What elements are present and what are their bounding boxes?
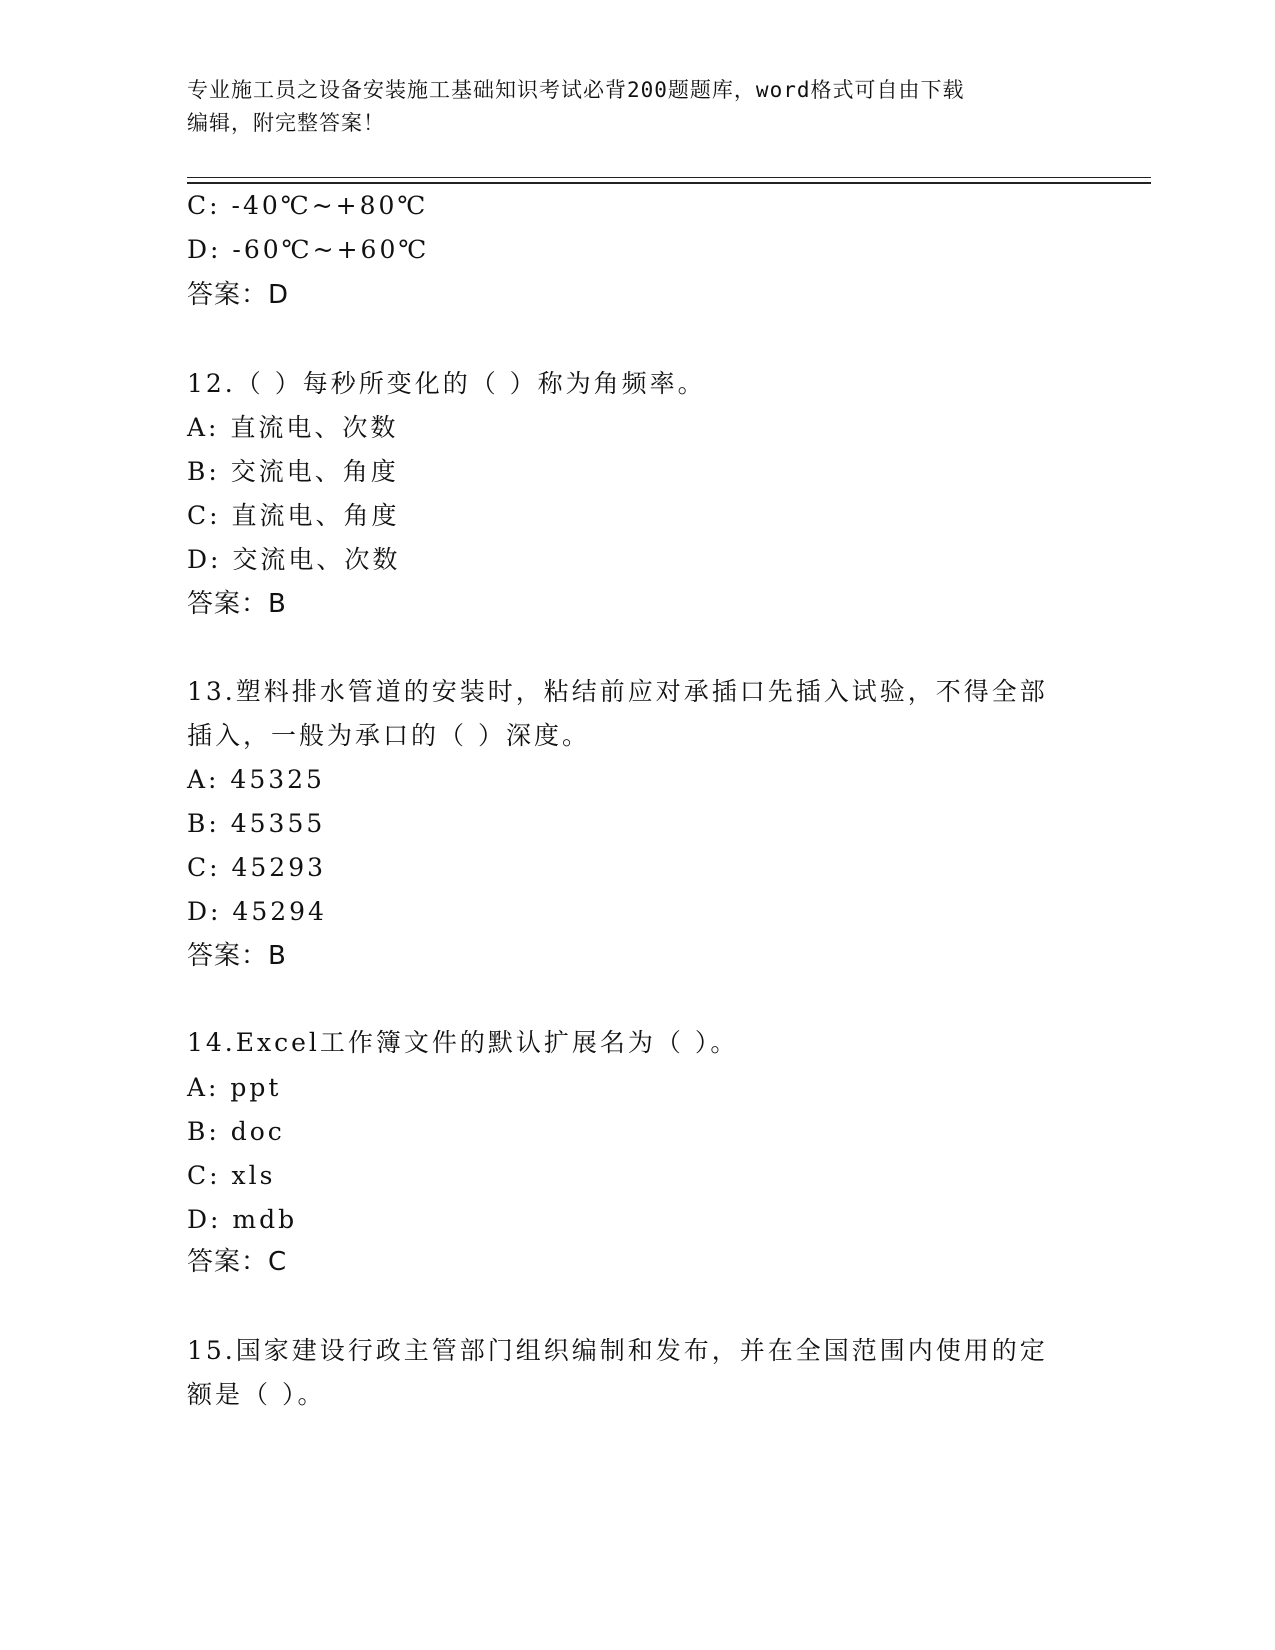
question-12-option-a: A: 直流电、次数 [187,413,399,442]
question-14-option-d: D: mdb [187,1205,298,1234]
question-13-stem-line-1: 13.塑料排水管道的安装时，粘结前应对承插口先插入试验，不得全部 [187,677,1048,706]
question-13-option-c: C: 45293 [187,853,327,882]
question-13-option-a: A: 45325 [187,765,325,794]
question-12-option-d: D: 交流电、次数 [187,545,401,574]
header-divider-thin [187,177,1151,178]
prev-question-answer: 答案：D [187,280,290,310]
question-14-option-c: C: xls [187,1161,276,1190]
question-12-answer: 答案：B [187,589,287,619]
prev-question-option-c: C: -40℃~+80℃ [187,191,429,220]
question-14-answer: 答案：C [187,1247,288,1277]
header-divider-thick [187,182,1151,184]
question-14-option-a: A: ppt [187,1073,282,1102]
question-14-option-b: B: doc [187,1117,285,1146]
question-15-stem-line-2: 额是（ ）。 [187,1380,326,1409]
question-15-stem-line-1: 15.国家建设行政主管部门组织编制和发布，并在全国范围内使用的定 [187,1336,1048,1365]
question-13-stem-line-2: 插入，一般为承口的（ ）深度。 [187,721,590,750]
question-14-stem: 14.Excel工作簿文件的默认扩展名为（ ）。 [187,1028,739,1057]
header-title-line-2: 编辑，附完整答案！ [187,111,385,135]
document-header [187,74,1087,140]
header-title-line-1: 专业施工员之设备安装施工基础知识考试必背200题题库，word格式可自由下载 [187,78,965,102]
question-13-option-d: D: 45294 [187,897,327,926]
question-12-option-b: B: 交流电、角度 [187,457,399,486]
question-13-option-b: B: 45355 [187,809,326,838]
question-12-option-c: C: 直流电、角度 [187,501,400,530]
question-12-stem: 12.（ ）每秒所变化的（ ）称为角频率。 [187,369,706,398]
prev-question-option-d: D: -60℃~+60℃ [187,235,430,264]
question-13-answer: 答案：B [187,941,287,971]
